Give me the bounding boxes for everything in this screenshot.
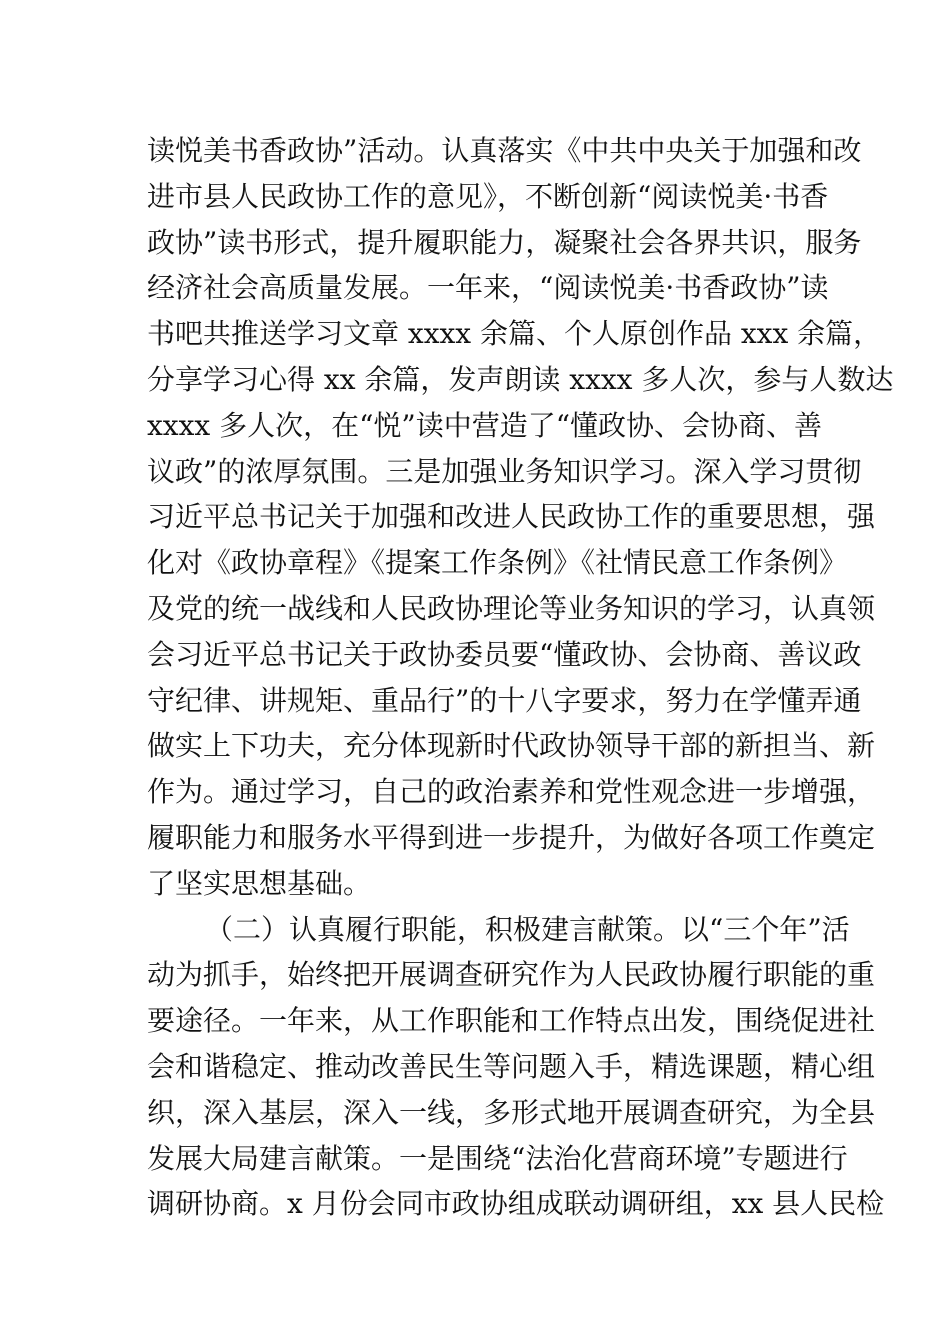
text-line: 会习近平总书记关于政协委员要“懂政协、会协商、善议政 [147,637,862,671]
text-line: 履职能力和服务水平得到进一步提升，为做好各项工作奠定 [147,820,876,854]
text-line: 发展大局建言献策。一是围绕“法治化营商环境”专题进行 [147,1141,848,1175]
text-line: 化对《政协章程》《提案工作条例》《社情民意工作条例》 [147,546,848,580]
text-line: 织，深入基层，深入一线，多形式地开展调查研究，为全县 [147,1095,876,1129]
text-line: 读悦美书香政协”活动。认真落实《中共中央关于加强和改 [147,134,862,167]
text-line: 议政”的浓厚氛围。三是加强业务知识学习。深入学习贯彻 [147,454,862,488]
text-line: 会和谐稳定、推动改善民生等问题入手，精选课题，精心组 [147,1049,876,1083]
text-line: 进市县人民政协工作的意见》，不断创新“阅读悦美·书香 [147,179,829,213]
text-line: 书吧共推送学习文章 xxxx 余篇、个人原创作品 xxx 余篇， [147,317,882,351]
text-line: 了坚实思想基础。 [147,866,372,900]
text-line: 政协”读书形式，提升履职能力，凝聚社会各界共识，服务 [147,225,862,259]
text-line: 动为抓手，始终把开展调查研究作为人民政协履行职能的重 [147,958,876,992]
text-line: 调研协商。x 月份会同市政协组成联动调研组，xx 县人民检 [147,1187,885,1221]
text-line: 要途径。一年来，从工作职能和工作特点出发，围绕促进社 [147,1004,876,1038]
text-line: xxxx 多人次，在“悦”读中营造了“懂政协、会协商、善 [147,408,823,442]
text-line: 作为。通过学习，自己的政治素养和党性观念进一步增强， [147,775,876,809]
text-line: 守纪律、讲规矩、重品行”的十八字要求，努力在学懂弄通 [147,683,862,717]
section-heading-line: （二）认真履行职能，积极建言献策。以“三个年”活 [205,912,850,946]
text-line: 及党的统一战线和人民政协理论等业务知识的学习，认真领 [147,591,876,625]
text-line: 做实上下功夫，充分体现新时代政协领导干部的新担当、新 [147,729,876,763]
text-line: 习近平总书记关于加强和改进人民政协工作的重要思想，强 [147,500,876,534]
text-line: 分享学习心得 xx 余篇，发声朗读 xxxx 多人次，参与人数达 [147,362,894,396]
document-body [147,128,894,1227]
text-line: 经济社会高质量发展。一年来，“阅读悦美·书香政协”读 [147,271,829,305]
